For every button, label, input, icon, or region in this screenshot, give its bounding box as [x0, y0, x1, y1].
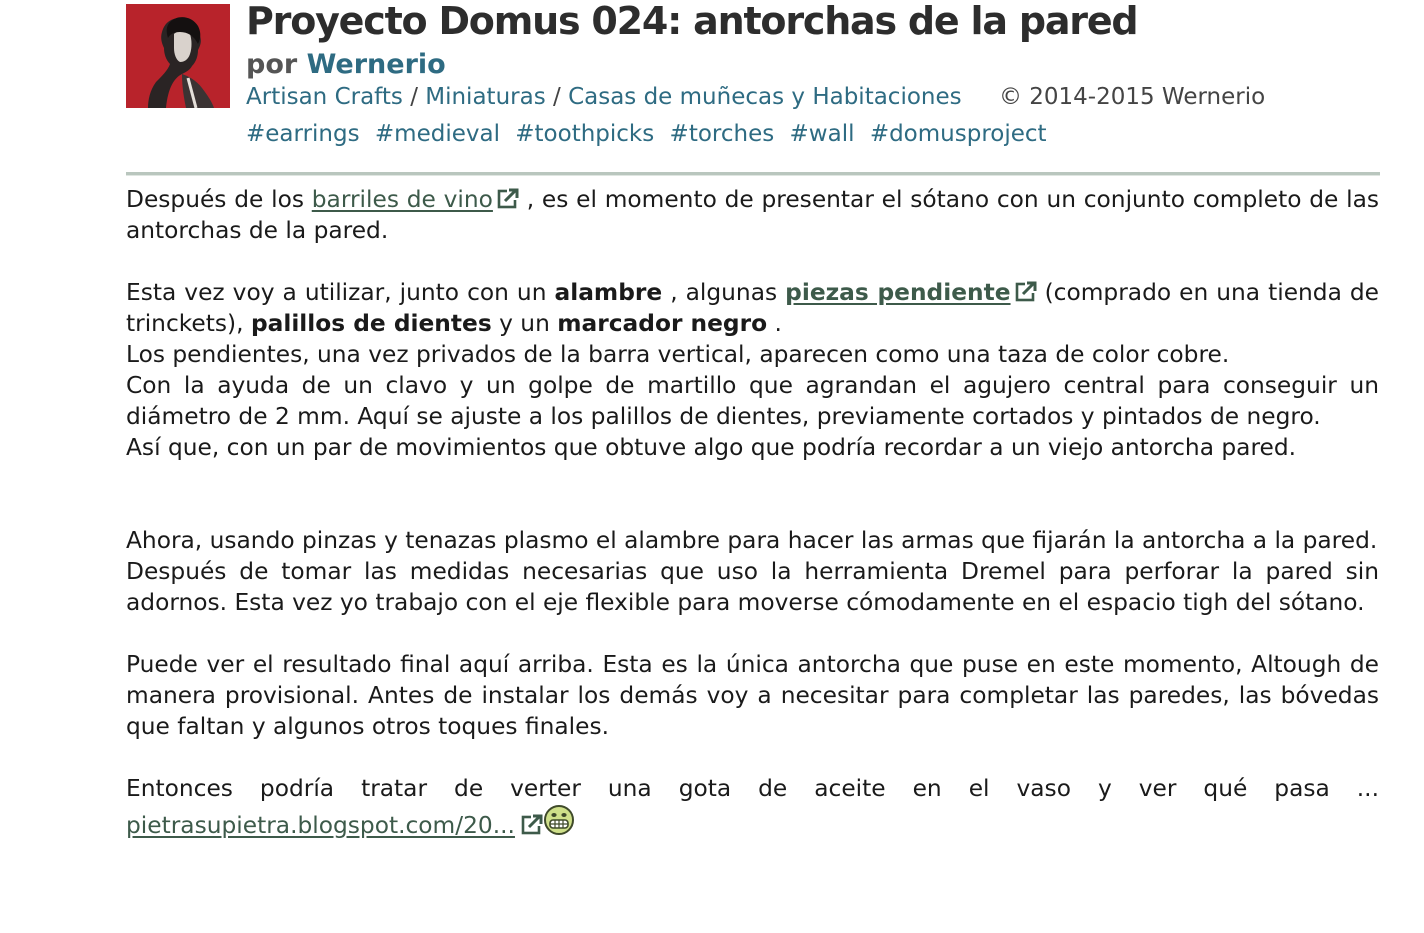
text-run: Esta vez voy a utilizar, junto con un	[126, 279, 547, 306]
text-run: y un	[499, 310, 550, 337]
article-body	[126, 184, 1379, 841]
byline	[246, 49, 446, 80]
text-run: , es el momento de presentar el sótano con un conjunto completo de las antorchas de la pared.	[126, 186, 1380, 244]
barriles-de-vino-link[interactable]: barriles de vino	[311, 186, 493, 213]
tag-link[interactable]: #domusproject	[869, 121, 1047, 147]
tag-link[interactable]: #wall	[789, 121, 855, 147]
category-breadcrumb	[246, 84, 1265, 110]
paragraph-source-link	[126, 804, 1379, 841]
external-link-icon[interactable]	[1015, 281, 1037, 303]
breadcrumb-artisan-crafts[interactable]: Artisan Crafts	[246, 84, 403, 110]
grinning-smiley-icon	[543, 804, 575, 836]
avatar-portrait	[126, 4, 230, 108]
bold-term: palillos de dientes	[250, 310, 492, 337]
bold-term: alambre	[554, 279, 663, 306]
blog-source-link[interactable]: pietrasupietra.blogspot.com/20...	[126, 812, 515, 839]
paragraph-line: Con la ayuda de un clavo y un golpe de martillo que agrandan el agujero central para conseguir un diámetro de 2 mm. Aquí se ajuste a los palillos de dientes, previamente cortados y pintados de negro.	[126, 372, 1379, 430]
paragraph-dremel: Después de tomar las medidas necesarias que uso la herramienta Dremel para perforar la pared sin adornos. Esta vez yo trabajo con el eje flexible para moverse cómodamente en el espacio tigh del sótano.	[126, 558, 1379, 616]
header-divider	[126, 172, 1380, 176]
tag-link[interactable]: #medieval	[374, 121, 500, 147]
external-link-icon[interactable]	[497, 188, 519, 210]
breadcrumb-separator: /	[410, 84, 418, 110]
paragraph-intro	[126, 184, 1379, 246]
breadcrumb-casas-de-munecas[interactable]: Casas de muñecas y Habitaciones	[568, 84, 962, 110]
paragraph-result: Puede ver el resultado final aquí arriba. Esta es la única antorcha que puse en este momento, Altough de manera provisional. Antes de instalar los demás voy a necesitar para completar las paredes, las bóvedas que faltan y algunos otros toques finales.	[126, 651, 1379, 740]
paragraph-closing: Entonces podría tratar de verter una gota de aceite en el vaso y ver qué pasa ...	[126, 775, 1379, 802]
author-avatar[interactable]	[126, 4, 230, 108]
text-run: (comprado en una tienda de trinckets),	[126, 279, 1380, 337]
text-run: .	[774, 310, 782, 337]
copyright-notice: © 2014-2015 Wernerio	[998, 84, 1266, 110]
author-link[interactable]: Wernerio	[306, 49, 446, 80]
text-run: Después de los	[126, 186, 304, 213]
deviation-header	[126, 0, 1380, 173]
paragraph-line: Los pendientes, una vez privados de la barra vertical, aparecen como una taza de color cobre.	[126, 341, 1230, 368]
tag-link[interactable]: #earrings	[246, 121, 360, 147]
paragraph-line: Así que, con un par de movimientos que obtuve algo que podría recordar a un viejo antorcha pared.	[126, 434, 1297, 461]
bold-term: marcador negro	[557, 310, 768, 337]
paragraph-wire: Ahora, usando pinzas y tenazas plasmo el alambre para hacer las armas que fijarán la antorcha a la pared.	[126, 527, 1378, 554]
byline-prefix: por	[246, 49, 298, 80]
page-title: Proyecto Domus 024: antorchas de la pared	[246, 0, 1138, 43]
piezas-pendiente-link[interactable]: piezas pendiente	[785, 279, 1011, 306]
tag-link[interactable]: #toothpicks	[515, 121, 655, 147]
tag-link[interactable]: #torches	[669, 121, 775, 147]
text-run: , algunas	[670, 279, 778, 306]
tag-list	[246, 121, 1055, 147]
paragraph-materials	[126, 277, 1379, 339]
breadcrumb-miniaturas[interactable]: Miniaturas	[425, 84, 546, 110]
external-link-icon[interactable]	[521, 814, 543, 836]
breadcrumb-separator: /	[553, 84, 561, 110]
